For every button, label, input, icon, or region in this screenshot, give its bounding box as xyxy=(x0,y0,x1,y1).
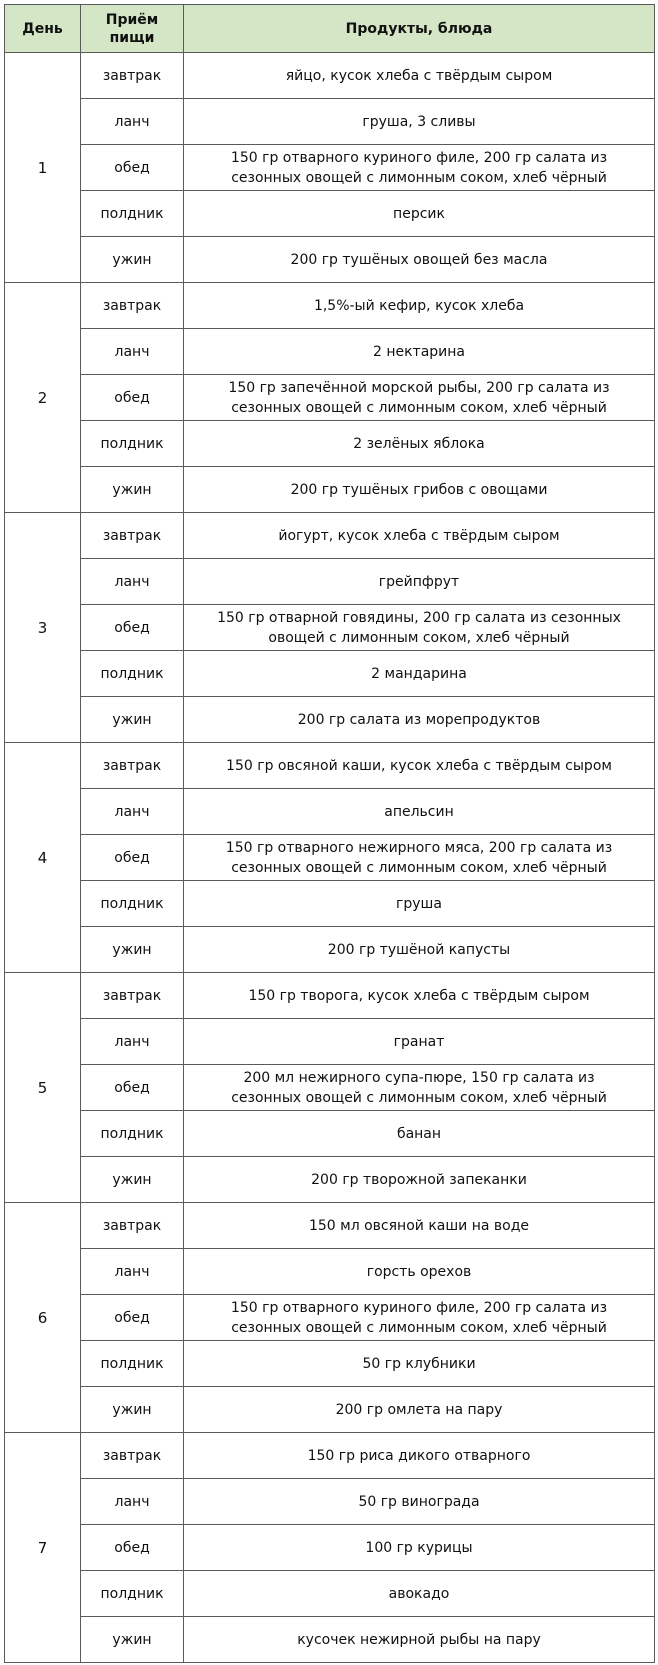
food-text-line: 150 гр отварного куриного филе, 200 гр салата из xyxy=(230,149,608,166)
table-row xyxy=(5,789,655,835)
meal-type-cell: обед xyxy=(81,145,184,191)
food-cell xyxy=(184,697,655,743)
meal-type-cell: завтрак xyxy=(81,743,184,789)
food-text-line: сезонных овощей с лимонным соком, хлеб чёрный xyxy=(231,1319,607,1336)
table-row xyxy=(5,1525,655,1571)
day-number-cell: 1 xyxy=(5,53,81,283)
food-cell xyxy=(184,191,655,237)
meal-type-cell: ланч xyxy=(81,1249,184,1295)
table-row xyxy=(5,145,655,191)
meal-type-cell: ужин xyxy=(81,927,184,973)
food-text-line: овощей с лимонным соком, хлеб чёрный xyxy=(268,629,570,646)
table-row xyxy=(5,697,655,743)
meal-type-cell: завтрак xyxy=(81,513,184,559)
meal-type-cell: ланч xyxy=(81,99,184,145)
food-text-line: 200 гр творожной запеканки xyxy=(311,1171,527,1188)
food-cell xyxy=(184,1065,655,1111)
meal-type-cell: полдник xyxy=(81,881,184,927)
meal-type-cell: ланч xyxy=(81,789,184,835)
food-cell xyxy=(184,1019,655,1065)
food-cell xyxy=(184,237,655,283)
food-cell xyxy=(184,283,655,329)
table-row xyxy=(5,927,655,973)
food-cell xyxy=(184,1571,655,1617)
food-text-line: 150 гр запечённой морской рыбы, 200 гр салата из xyxy=(228,379,610,396)
table-row xyxy=(5,1157,655,1203)
food-cell xyxy=(184,881,655,927)
header-meal xyxy=(81,5,184,53)
meal-type-cell: ланч xyxy=(81,329,184,375)
table-row xyxy=(5,375,655,421)
food-text-line: 150 гр отварной говядины, 200 гр салата из сезонных xyxy=(217,609,621,626)
food-text-line: сезонных овощей с лимонным соком, хлеб чёрный xyxy=(231,859,607,876)
table-row xyxy=(5,191,655,237)
food-text-line: горсть орехов xyxy=(366,1263,472,1280)
food-cell xyxy=(184,651,655,697)
header-food: Продукты, блюда xyxy=(184,5,655,53)
day-number-cell: 6 xyxy=(5,1203,81,1433)
food-text-line: сезонных овощей с лимонным соком, хлеб чёрный xyxy=(231,1089,607,1106)
table-row xyxy=(5,881,655,927)
food-cell xyxy=(184,1203,655,1249)
food-cell xyxy=(184,743,655,789)
meal-type-cell: обед xyxy=(81,375,184,421)
food-cell xyxy=(184,421,655,467)
day-number-cell: 2 xyxy=(5,283,81,513)
table-row xyxy=(5,1571,655,1617)
header-meal-line2: пищи xyxy=(109,29,155,46)
table-row xyxy=(5,1341,655,1387)
food-text-line: сезонных овощей с лимонным соком, хлеб чёрный xyxy=(231,169,607,186)
meal-type-cell: ужин xyxy=(81,1157,184,1203)
meal-type-cell: полдник xyxy=(81,191,184,237)
meal-type-cell: ужин xyxy=(81,467,184,513)
meal-type-cell: ужин xyxy=(81,1387,184,1433)
table-row xyxy=(5,1479,655,1525)
table-row xyxy=(5,1433,655,1479)
food-cell xyxy=(184,789,655,835)
food-cell xyxy=(184,1433,655,1479)
table-header xyxy=(5,5,655,53)
day-number-cell: 5 xyxy=(5,973,81,1203)
meal-type-cell: полдник xyxy=(81,651,184,697)
table-row xyxy=(5,1295,655,1341)
food-cell xyxy=(184,1111,655,1157)
food-text-line: 50 гр винограда xyxy=(358,1493,480,1510)
food-text-line: 200 гр тушёной капусты xyxy=(327,941,511,958)
meal-type-cell: обед xyxy=(81,1295,184,1341)
diet-table xyxy=(4,4,655,1663)
food-text-line: яйцо, кусок хлеба с твёрдым сыром xyxy=(285,67,553,84)
food-cell xyxy=(184,973,655,1019)
food-text-line: апельсин xyxy=(384,803,454,820)
header-row xyxy=(5,5,655,53)
food-text-line: банан xyxy=(396,1125,442,1142)
table-row xyxy=(5,53,655,99)
meal-type-cell: полдник xyxy=(81,421,184,467)
meal-type-cell: полдник xyxy=(81,1111,184,1157)
food-text-line: 150 гр риса дикого отварного xyxy=(307,1447,531,1464)
meal-type-cell: обед xyxy=(81,1525,184,1571)
food-cell xyxy=(184,927,655,973)
table-row xyxy=(5,1387,655,1433)
table-row xyxy=(5,1111,655,1157)
day-number-cell: 3 xyxy=(5,513,81,743)
food-text-line: 150 гр отварного куриного филе, 200 гр салата из xyxy=(230,1299,608,1316)
food-text-line: 1,5%-ый кефир, кусок хлеба xyxy=(313,297,525,314)
food-text-line: йогурт, кусок хлеба с твёрдым сыром xyxy=(278,527,560,544)
food-text-line: 100 гр курицы xyxy=(365,1539,473,1556)
meal-type-cell: завтрак xyxy=(81,1433,184,1479)
table-row xyxy=(5,1203,655,1249)
food-cell xyxy=(184,1157,655,1203)
table-row xyxy=(5,651,655,697)
table-row xyxy=(5,605,655,651)
food-text-line: 200 гр омлета на пару xyxy=(335,1401,503,1418)
food-cell xyxy=(184,605,655,651)
table-row xyxy=(5,1019,655,1065)
food-text-line: гранат xyxy=(393,1033,445,1050)
food-text-line: грейпфрут xyxy=(378,573,460,590)
table-row xyxy=(5,743,655,789)
food-cell xyxy=(184,99,655,145)
food-text-line: сезонных овощей с лимонным соком, хлеб чёрный xyxy=(231,399,607,416)
food-text-line: 200 гр тушёных овощей без масла xyxy=(290,251,548,268)
header-meal-line1: Приём xyxy=(105,11,159,28)
meal-type-cell: завтрак xyxy=(81,283,184,329)
meal-type-cell: ужин xyxy=(81,1617,184,1663)
food-cell xyxy=(184,1387,655,1433)
food-cell xyxy=(184,1479,655,1525)
food-text-line: 150 гр творога, кусок хлеба с твёрдым сыром xyxy=(248,987,590,1004)
food-cell xyxy=(184,329,655,375)
meal-type-cell: завтрак xyxy=(81,973,184,1019)
table-row xyxy=(5,973,655,1019)
food-text-line: 200 мл нежирного супа-пюре, 150 гр салата из xyxy=(243,1069,595,1086)
meal-type-cell: ланч xyxy=(81,559,184,605)
food-text-line: кусочек нежирной рыбы на пару xyxy=(297,1631,541,1648)
table-body xyxy=(5,53,655,1663)
table-row xyxy=(5,329,655,375)
food-cell xyxy=(184,375,655,421)
food-text-line: 2 зелёных яблока xyxy=(353,435,485,452)
meal-type-cell: ланч xyxy=(81,1479,184,1525)
food-cell xyxy=(184,145,655,191)
food-text-line: 150 гр отварного нежирного мяса, 200 гр салата из xyxy=(225,839,613,856)
food-cell xyxy=(184,835,655,881)
header-day: День xyxy=(5,5,81,53)
food-cell xyxy=(184,1341,655,1387)
food-cell xyxy=(184,53,655,99)
table-row xyxy=(5,237,655,283)
food-cell xyxy=(184,1525,655,1571)
meal-type-cell: ужин xyxy=(81,237,184,283)
table-row xyxy=(5,1617,655,1663)
food-text-line: 150 гр овсяной каши, кусок хлеба с твёрдым сыром xyxy=(226,757,612,774)
food-text-line: груша, 3 сливы xyxy=(362,113,476,130)
food-cell xyxy=(184,1295,655,1341)
day-number-cell: 7 xyxy=(5,1433,81,1663)
table-row xyxy=(5,421,655,467)
meal-type-cell: ужин xyxy=(81,697,184,743)
meal-type-cell: завтрак xyxy=(81,53,184,99)
food-text-line: 200 гр салата из морепродуктов xyxy=(297,711,541,728)
meal-type-cell: обед xyxy=(81,605,184,651)
food-text-line: авокадо xyxy=(388,1585,450,1602)
food-text-line: 2 нектарина xyxy=(372,343,466,360)
table-row xyxy=(5,467,655,513)
day-number-cell: 4 xyxy=(5,743,81,973)
table-row xyxy=(5,99,655,145)
food-text-line: груша xyxy=(396,895,442,912)
meal-type-cell: обед xyxy=(81,1065,184,1111)
food-text-line: 2 мандарина xyxy=(371,665,467,682)
table-row xyxy=(5,559,655,605)
food-cell xyxy=(184,513,655,559)
food-cell xyxy=(184,1617,655,1663)
meal-type-cell: полдник xyxy=(81,1341,184,1387)
food-cell xyxy=(184,559,655,605)
meal-type-cell: обед xyxy=(81,835,184,881)
meal-type-cell: полдник xyxy=(81,1571,184,1617)
meal-type-cell: завтрак xyxy=(81,1203,184,1249)
diet-table-container xyxy=(4,4,655,1663)
table-row xyxy=(5,1065,655,1111)
food-text-line: 50 гр клубники xyxy=(362,1355,476,1372)
table-row xyxy=(5,513,655,559)
food-text-line: 200 гр тушёных грибов с овощами xyxy=(290,481,548,498)
table-row xyxy=(5,283,655,329)
food-cell xyxy=(184,1249,655,1295)
food-text-line: персик xyxy=(393,205,445,222)
table-row xyxy=(5,835,655,881)
table-row xyxy=(5,1249,655,1295)
meal-type-cell: ланч xyxy=(81,1019,184,1065)
food-cell xyxy=(184,467,655,513)
food-text-line: 150 мл овсяной каши на воде xyxy=(308,1217,530,1234)
